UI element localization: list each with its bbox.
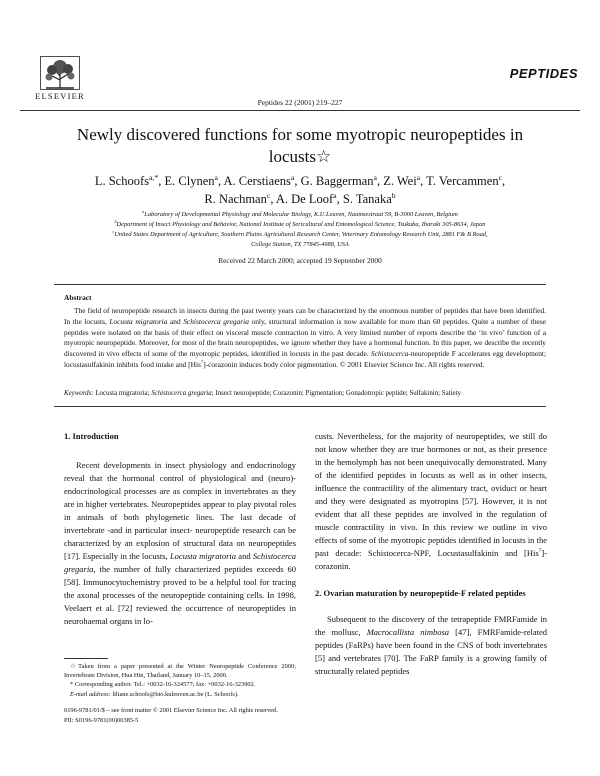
affiliation: $^b$Department of Insect Physiology and Behavior, National Institute of Sericultural and Entomological Science, Tsukuba, Ibaraki 305-8634, Japan <box>114 218 486 228</box>
elsevier-tree-icon <box>40 56 80 90</box>
author: A. De Loof$^a$, <box>275 190 343 206</box>
affiliation: $^a$Laboratory of Developmental Physiology and Molecular Biology, K.U.Leuven, Naamsestraat 59, B-3000 Leuven, Belgium <box>142 208 458 218</box>
footnote-corresponding-author: * Corresponding author. Tel.: +0032-16-324577; fax: +0032-16-323902. <box>70 681 256 689</box>
section-heading-introduction: 1. Introduction <box>64 431 119 441</box>
footnotes <box>64 662 296 699</box>
abstract-heading: Abstract <box>64 293 92 302</box>
author: T. Vercammen$^c$, <box>426 172 506 188</box>
abstract-bottom-rule <box>54 406 546 407</box>
introduction-continuation: custs. Nevertheless, for the majority of neuropeptides, we still do not know whether they are true hormones or not, as their presence in the hemolymph has not been unequivocally demonstrated. Many of the identified peptides in locusts as well as in other insects, influence the contractility of the alimentary tract, oviduct or heart and they were designated as myotropins [57]. However, it is not evident that all these peptides are involved in the regulation of muscle contractility in vivo. In this review we outline in vivo effects of some of the myotropic peptides identified in locusts in the past decade: Schistocerca-NPF, Locustasulfakinin and [His$^7$]-corazonin. <box>315 431 547 571</box>
affiliation: College Station, TX 77845-4988, USA <box>251 241 349 248</box>
received-accepted-dates: Received 22 March 2000; accepted 19 September 2000 <box>218 256 382 265</box>
abstract-text: The field of neuropeptide research in insects during the past twenty years can be characterized by the enormous number of peptides that have been identified. In the locusts, Locusta migratoria and Schistocerca gregaria only, structural information is now available for more than 60 peptides. Quite a number of these peptides were isolated on the basis of their effect on visceral muscle contraction in vitro. A very limited number of reports describe the ‘in vivo’ function of a myotropic neuropeptide. Moreover, for most of the brain neuropeptides, we ignore whether they have a hormonal function. In this paper, we describe the recently discovered in vivo effects of some of the myotropic peptides, identified in locusts in the past decade. Schistocerca-neuropeptide F accelerates egg development; locustasulfakinin inhibits food intake and [His$^7$]-corazonin induces body color pigmentation. © 2001 Elsevier Science Inc. All rights reserved. <box>64 306 546 369</box>
keywords: Keywords: Locusta migratoria; Schistocerca gregaria; Insect neuropeptide; Corazonin; Pigmentation; Gonadotropic peptide; Sulfakinin; Satiety <box>64 390 461 397</box>
author: E. Clynen$^a$, <box>164 172 224 188</box>
email-link[interactable]: liliane.schoofs@bio.kuleuven.ac.be (L. Schoofs). <box>110 690 239 698</box>
author: A. Cerstiaens$^a$, <box>223 172 301 188</box>
author: Z. Wei$^a$, <box>383 172 427 188</box>
author: S. Tanaka$^b$ <box>342 190 396 206</box>
copyright-line: 0196-9781/01/$ – see front matter © 2001 Elsevier Science Inc. All rights reserved. <box>64 707 278 714</box>
affiliation: $^c$United States Department of Agriculture, Southern Plains Agricultural Research Center, Veterinary Entomology Research Unit, 2881 F& B Road, <box>112 228 488 238</box>
journal-name: PEPTIDES <box>509 66 578 81</box>
affiliations <box>30 210 570 250</box>
pii-line: PII: S0196-9781(00)00385-5 <box>64 717 139 724</box>
footnote-conference: ☆Taken from a paper presented at the Winter Neuropeptide Conference 2000; Invertebrate Division, Hua Hin, Thailand, January 10–15, 2000. <box>64 663 296 680</box>
right-column <box>315 430 547 678</box>
introduction-paragraph: Recent developments in insect physiology and endocrinology reveal that the hormonal control of physiological and (neuro)-endocrinological processes are as complex in invertebrates as they are in higher vertebrates. Neuropeptides appear to play pivotal roles in animals of both phylogenetic lines. The last decade of invertebrate -and in particular insect- neuropeptide research can be characterized by an explosion of structural data on neuropeptides [17]. Especially in the locusts, Locusta migratoria and Schistocerca gregaria, the number of fully characterized peptides exceeds 60 [58]. Immunocytochemistry proved to be a helpful tool for tracing the axonal processes of the neuropeptide containing cells. In 1998, Veelaert et al. [72] reviewed the occurrence of neuropeptides in neurohaemal organs in lo- <box>64 460 296 626</box>
header-rule <box>20 110 580 111</box>
author: G. Baggerman$^a$, <box>300 172 384 188</box>
footnote-email: E-mail address: liliane.schoofs@bio.kuleuven.ac.be (L. Schoofs). <box>70 690 239 698</box>
section-heading-ovarian-maturation: 2. Ovarian maturation by neuropeptide-F related peptides <box>315 588 526 598</box>
article-title <box>60 124 540 168</box>
author: L. Schoofs$^{a,*}$, <box>94 172 165 188</box>
section2-paragraph: Subsequent to the discovery of the tetrapeptide FMRFamide in the mollusc, Macrocallista nimbosa [47], FMRFamide-related peptides (FaRPs) have been found in the CNS of both invertebrates [5] and vertebrates [70]. The FaRP family is a growing family of structurally related peptides <box>315 614 547 676</box>
publisher-logo <box>34 56 86 101</box>
left-column <box>64 430 296 628</box>
abstract-top-rule <box>54 284 546 285</box>
title-footnote-mark: ☆ <box>315 147 332 166</box>
keywords-label: Keywords: <box>64 390 94 397</box>
author: R. Nachman$^c$, <box>204 190 276 206</box>
journal-citation: Peptides 22 (2001) 219–227 <box>257 98 343 107</box>
footnote-rule <box>64 658 108 659</box>
author-list <box>40 172 560 208</box>
publisher-name: ELSEVIER <box>35 91 85 101</box>
title-text: Newly discovered functions for some myotropic neuropeptides in locusts <box>76 125 524 166</box>
